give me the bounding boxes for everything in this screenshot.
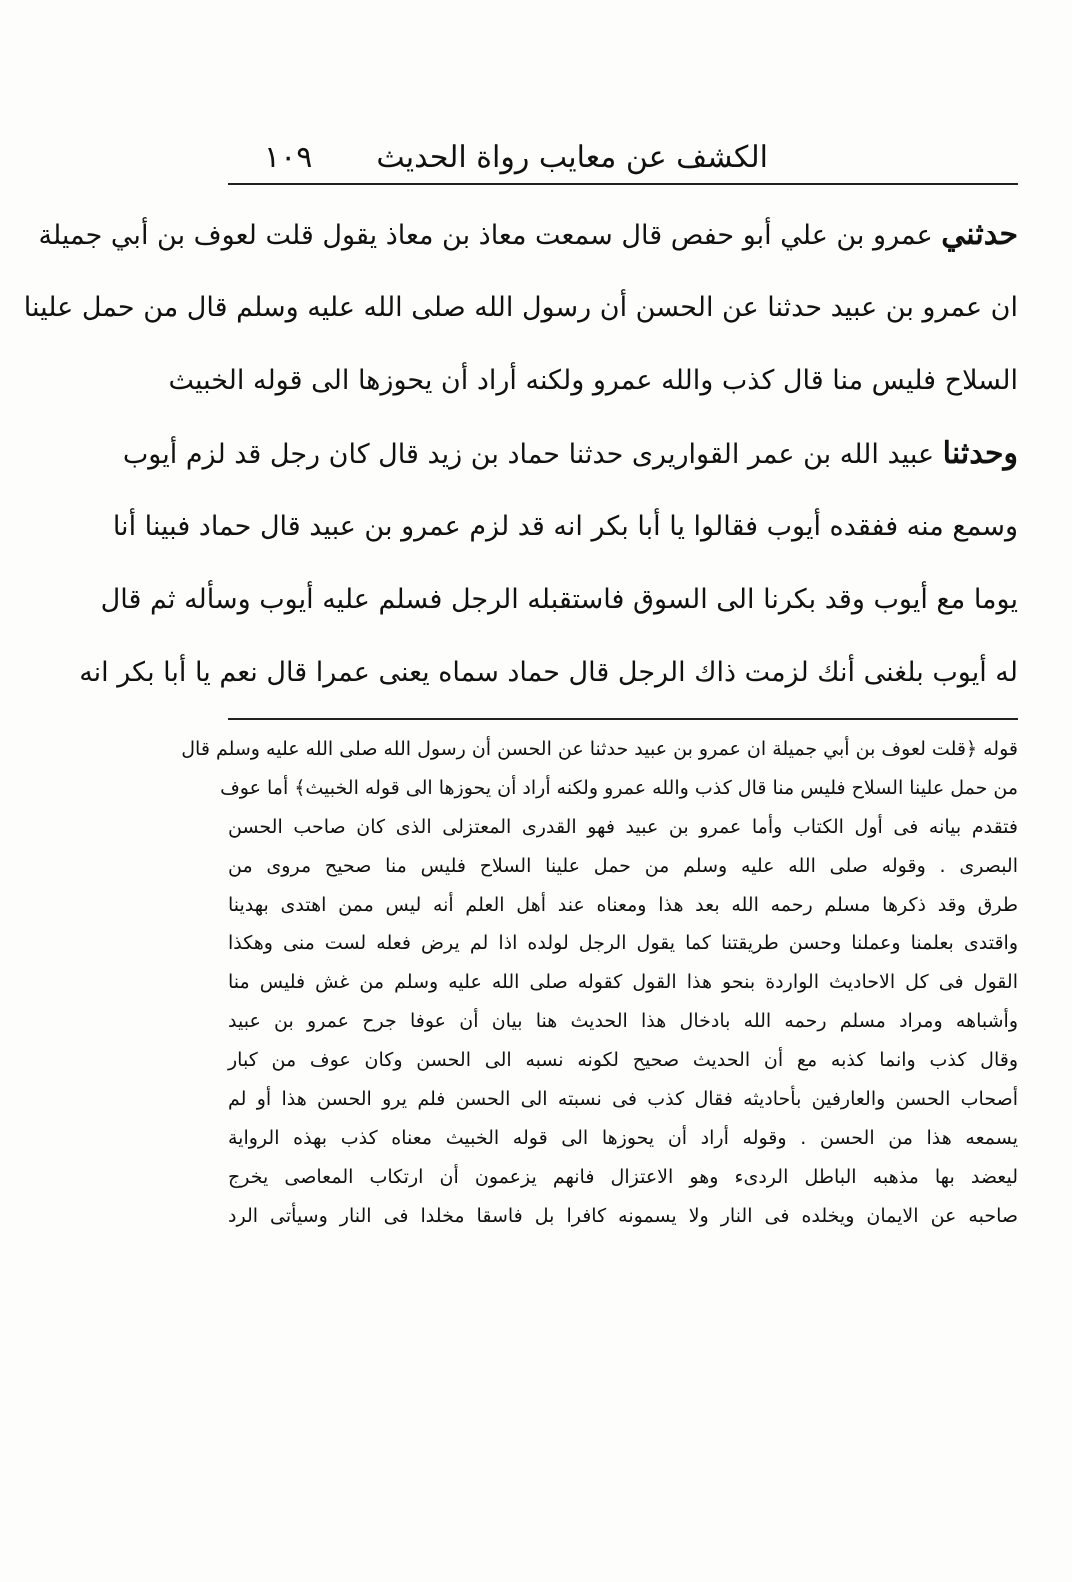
hadith-line-text: وسمع منه ففقده أيوب فقالوا يا أبا بكر انه قد لزم عمرو بن عبيد قال حماد فبينا أنا [112, 511, 1018, 542]
commentary-line: قوله ﴿قلت لعوف بن أبي جميلة ان عمرو بن عبيد حدثنا عن الحسن أن رسول الله صلى الله عليه وسلم قال [181, 738, 1018, 760]
commentary-line: أصحاب الحسن والعارفين بأحاديثه فقال كذب فى نسبته الى الحسن فلم يرو الحسن هذا أو لم [228, 1088, 1018, 1111]
narration-lead: وحدثنا [942, 436, 1018, 471]
commentary-line: يسمعه هذا من الحسن . وقوله أراد أن يحوزها الى قوله الخبيث معناه كذب بهذه الرواية [228, 1126, 1018, 1149]
hadith-text-block [23, 198, 1018, 709]
commentary-line: فتقدم بيانه فى أول الكتاب وأما عمرو بن عبيد فهو القدرى المعتزلى الذى كان صاحب الحسن [228, 815, 1018, 838]
hadith-line [79, 636, 1018, 709]
hadith-line-text: عبيد الله بن عمر القواريرى حدثنا حماد بن زيد قال كان رجل قد لزم أيوب [122, 439, 935, 470]
commentary-line: وأشباهه ومراد مسلم رحمه الله بادخال هذا الحديث هنا بيان أن عوفا جرح عمرو بن عبيد [228, 1010, 1018, 1033]
running-title: الكشف عن معايب رواة الحديث [376, 140, 768, 175]
commentary-line: القول فى كل الاحاديث الواردة بنحو هذا القول كقوله صلى الله عليه وسلم من غش فليس منا [228, 971, 1018, 994]
header-divider [228, 183, 1018, 185]
commentary-line: من حمل علينا السلاح فليس منا قال كذب والله عمرو ولكنه أراد أن يحوزها الى قوله الخبيث﴾ أما عوف [220, 776, 1018, 799]
hadith-line [112, 490, 1018, 563]
commentary-block [181, 730, 1018, 1236]
hadith-line-text: عمرو بن علي أبو حفص قال سمعت معاذ بن معاذ يقول قلت لعوف بن أبي جميلة [38, 220, 933, 251]
commentary-line: طرق وقد ذكرها مسلم رحمه الله بعد هذا ومعناه عند أهل العلم أنه ليس ممن اهتدى بهدينا [228, 893, 1018, 916]
commentary-line: واقتدى بعلمنا وعملنا وحسن طريقتنا كما يقول الرجل لولده اذا لم يرض فعله لست منى وهكذا [228, 932, 1018, 955]
hadith-line [168, 344, 1018, 417]
hadith-line-text: ان عمرو بن عبيد حدثنا عن الحسن أن رسول الله صلى الله عليه وسلم قال من حمل علينا [23, 292, 1018, 323]
hadith-line [23, 271, 1018, 344]
hadith-line-text: له أيوب بلغنى أنك لزمت ذاك الرجل قال حماد سماه يعنى عمرا قال نعم يا أبا بكر انه [79, 657, 1018, 688]
hadith-line [100, 563, 1018, 636]
commentary-line: البصرى . وقوله صلى الله عليه وسلم من حمل علينا السلاح فليس منا صحيح مروى من [228, 854, 1018, 877]
hadith-line-text: السلاح فليس منا قال كذب والله عمرو ولكنه أراد أن يحوزها الى قوله الخبيث [168, 365, 1018, 396]
commentary-line: وقال كذب وانما كذبه مع أن الحديث صحيح لكونه نسبه الى الحسن وكان عوف من كبار [228, 1049, 1018, 1072]
hadith-line-text: يوما مع أيوب وقد بكرنا الى السوق فاستقبله الرجل فسلم عليه أيوب وسأله ثم قال [100, 584, 1018, 615]
commentary-line: صاحبه عن الايمان ويخلده فى النار ولا يسمونه كافرا بل فاسقا مخلدا فى النار وسيأتى الرد [228, 1204, 1018, 1227]
page-number: ١٠٩ [264, 140, 313, 175]
running-header [228, 136, 1018, 180]
commentary-divider [228, 718, 1018, 720]
narration-lead: حدثني [941, 217, 1018, 252]
hadith-line [38, 198, 1018, 271]
commentary-line: ليعضد بها مذهبه الباطل الردىء وهو الاعتزال فانهم يزعمون أن ارتكاب المعاصى يخرج [228, 1165, 1018, 1188]
hadith-line [122, 417, 1018, 490]
